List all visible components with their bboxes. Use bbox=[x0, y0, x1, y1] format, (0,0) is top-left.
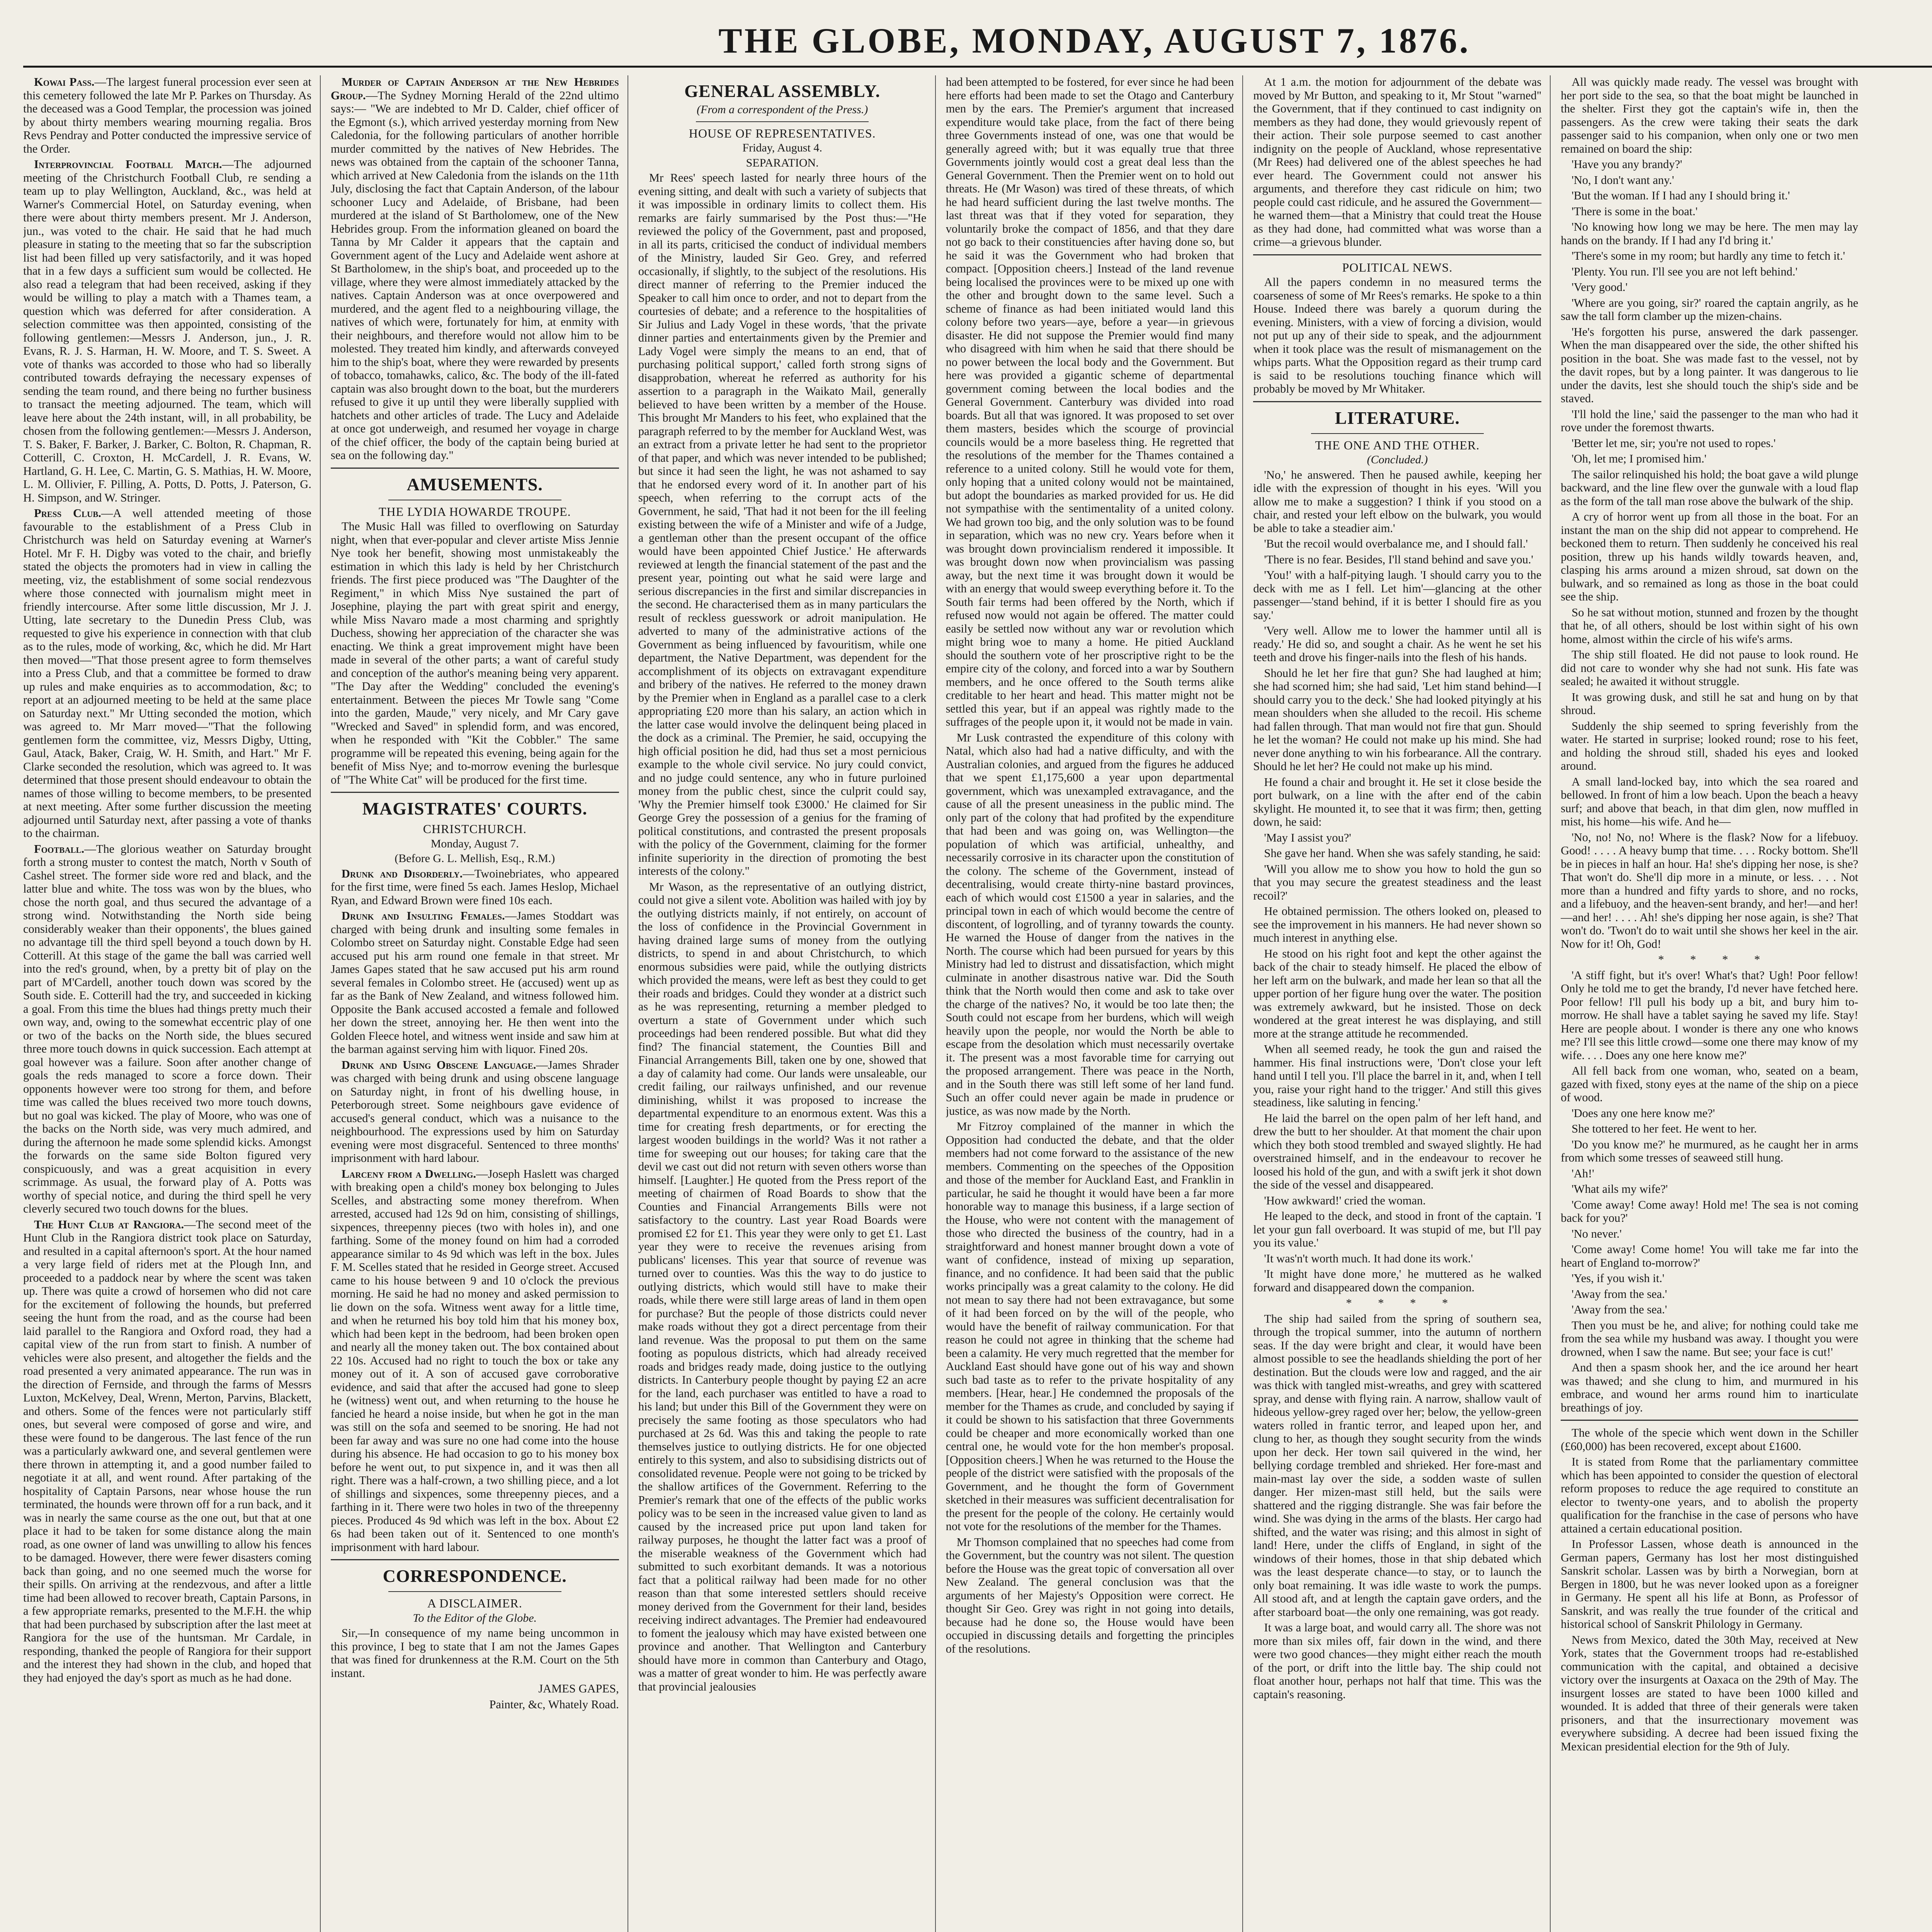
section-break-stars: * * * * bbox=[1658, 953, 1772, 966]
football-article bbox=[23, 842, 311, 1216]
story-paragraph: He obtained permission. The others looked on, pleased to see the improvement in his manners. He had never shown so much interest in anything else. bbox=[1253, 905, 1542, 944]
assembly-paragraph: Mr Lusk contrasted the expenditure of this colony with Natal, which also had had a native difficulty, and with the Australian colonies, and argued from the figures he adduced that we spent £1,175,600 a year upon departmental government, which was unexampled extravagance, and the cause of all the present uneasiness in the public mind. The only part of the colony that had profited by the expenditure that had been and was going on, was Wellington—the population of which was artificial, unhealthy, and necessarily corrosive in its character upon the constitution of the colony. The scheme of the Government, instead of decentralising, would create thirty-nine bastard provinces, each of which would cost £1500 a year in salaries, and the principal town in each of which would become the centre of discontent, of logrolling, and of tyranny towards the county. He warned the House of danger from the natives in the North. The course which had been pursued for years by this Ministry had led to distrust and dissatisfaction, which might culminate in another disastrous native war. Did the South think that the North would then come and ask to take over the charge of the natives? No, it would be too late then; the South could not escape from her burdens, which will weigh heavily upon the people, nor would the North be able to escape from the desolation which must necessarily overtake it. The present was a most favorable time for carrying out the proposed arrangement. There was peace in the North, and in the South there was still left some of her land fund. Such an offer could never again be made in prudence or justice, as was now made by the North. bbox=[946, 731, 1234, 1117]
story-paragraph: Should he let her fire that gun? She had laughed at him; she had scorned him; she had said, 'Let him stand behind—I should carry you to the deck.' She had looked pityingly at his mean shoulders when she alluded to the recoil. His scheme had fallen through. That man would not fire that gun. Should he let the woman? He could not make up his mind. She had never done anything to win his forbearance. All the contrary. Should he let her? He could not make up his mind. bbox=[1253, 666, 1542, 773]
column-5 bbox=[1253, 75, 1551, 1932]
hunt-club-body: —The second meet of the Hunt Club in the Rangiora district took place on Saturday, and resulted in a capital afternoon's sport. At the hour named a very large field of riders met at the Plough Inn, and proceeded to a paddock near by where the scent was taken up. There was quite a crowd of horsemen who did not care for the excitement of following the hounds, but preferred seeing the hunt from the road, and as the course had been laid parallel to the Rangiora and Oxford road, they had a capital view of the run from start to finish. A number of vehicles were also present, and altogether the fields and the road presented a very animated appearance. The run was in the direction of Fernside, and through the farms of Messrs Luxton, McKelvey, Deal, Wrenn, Merton, Parvins, Blackett, and others. Some of the fences were not particularly stiff ones, but several were composed of gorse and wire, and these were found to be dangerous. The last fence of the run was a particularly awkward one, and several gentlemen were there thrown in attempting it, and a good number failed to negotiate it at all, and went round. After partaking of the hospitality of Captain Parsons, near whose house the run terminated, the hounds were thrown off for a run back, and it was in nearly the same course as the one out, but that at one place it had to be taken for some distance along the main road, as one owner of land was unwilling to allow his fences to be damaged. However, there were fewer disasters coming back than going, and no one seemed much the worse for their spills. On arriving at the rendezvous, and after a little time had been allowed to recover breath, Captain Parsons, in a few appropriate remarks, presented to the M.F.H. the whip that had been purchased by subscription after the last meet at Rangiora for the use of the huntsman. Mr Cardale, in responding, thanked the people of Rangiora for their support and the interest they had shown in the club, and hoped that they had enjoyed the day's sport as much as he had done. bbox=[23, 1218, 311, 1684]
story-paragraph: It was a large boat, and would carry all. The shore was not more than six miles off, fair down in the wind, and there were two good chances—they might either reach the mouth of the port, or drift into the little bay. The ship could not float another hour, perhaps not half that time. This was the captain's reasoning. bbox=[1253, 1621, 1542, 1701]
column-3 bbox=[638, 75, 936, 1932]
section-divider bbox=[331, 468, 619, 469]
news-item: It is stated from Rome that the parliamentary committee which has been appointed to consider the question of electoral reform proposes to reduce the age required to constitute an elector to twenty-one years, and to abolish the property qualification for the franchise in the case of persons who have attained a certain educational position. bbox=[1561, 1455, 1859, 1535]
heading-rule bbox=[696, 121, 869, 122]
columns bbox=[23, 75, 1932, 1932]
story-paragraph: 'There's some in my room; but hardly any time to fetch it.' bbox=[1571, 249, 1845, 262]
story-paragraph: 'Yes, if you wish it.' bbox=[1571, 1272, 1665, 1285]
story-paragraph: 'Plenty. You run. I'll see you are not left behind.' bbox=[1571, 265, 1798, 278]
story-paragraph: 'No, no! No, no! Where is the flask? Now for a lifebuoy. Good! . . . . A heavy bump that time. . . . Rocky bottom. She'll be in pieces in half an hour. Ha! she's dipping her nose, is she? That won't do. She'll dip more in a minute, or less. . . . Not more than a hundred and fifty yards to shore, and no rocks, and a lifebuoy, and the heaven-sent brandy, and her!—and her!—and her! . . . . Ah! she's dipping her nose again, is she? That won't do. 'Twon't do to wait until she shows her keel in the air. Now for it! Oh, God! bbox=[1561, 830, 1859, 951]
larceny-heading: Larceny from a Dwelling. bbox=[341, 1167, 476, 1180]
story-paragraph: 'No never.' bbox=[1571, 1227, 1622, 1240]
news-item: News from Mexico, dated the 30th May, received at New York, states that the Government troops had re-established communication with the capital, and obtained a decisive victory over the insurgents at Oaxaca on the 29th of May. The insurgent losses are stated to have been 1000 killed and wounded. It is added that three of their generals were taken prisoners, and that the insurrectionary movement was everywhere subsiding. A decree had been issued fixing the Mexican presidential election for the 9th of July. bbox=[1561, 1633, 1859, 1753]
literature-heading: LITERATURE. bbox=[1335, 408, 1460, 428]
story-paragraph: 'Better let me, sir; you're not used to ropes.' bbox=[1571, 436, 1776, 450]
football-heading: Football. bbox=[34, 842, 85, 855]
magistrates-heading: MAGISTRATES' COURTS. bbox=[362, 799, 587, 818]
story-paragraph: 'Very well. Allow me to lower the hammer until all is ready.' He did so, and sought a chair. As he went he set his teeth and drove his finger-nails into the flesh of his hands. bbox=[1253, 624, 1542, 664]
troupe-body: The Music Hall was filled to overflowing on Saturday night, when that ever-popular and clever artiste Miss Jennie Nye took her benefit, showing most unmistakeably the estimation in which this lady is held by her Christchurch friends. The first piece produced was "The Daughter of the Regiment," in which Miss Nye sustained the part of Josephine, playing the part with great spirit and energy, while Miss Navaro made a most charming and sprightly Duchess, showing her appreciation of the character she was enacting. We think a great improvement might have been made in several of the other parts; a want of careful study and conception of the author's meaning being very apparent. "The Day after the Wedding" concluded the evening's entertainment. Between the pieces Mr Towle sang "Come into the garden, Maude," very nicely, and Mr Cary gave "Wrecked and Saved" in splendid form, and was encored, when he responded with "Kit the Cobbler." The same programme will be repeated this evening, being again for the benefit of Miss Nye; and to-morrow evening the burlesque of "The White Cat" will be produced for the first time. bbox=[330, 520, 619, 786]
story-paragraph: She tottered to her feet. He went to her. bbox=[1571, 1122, 1757, 1135]
insulting-heading: Drunk and Insulting Females. bbox=[341, 909, 505, 922]
story-paragraph: 'May I assist you?' bbox=[1264, 831, 1351, 844]
story-paragraph: So he sat without motion, stunned and frozen by the thought that he, of all others, should be lost within sight of his own home, almost within the circle of his wife's arms. bbox=[1561, 605, 1859, 646]
story-paragraph: A cry of horror went up from all those in the boat. For an instant the man on the ship did not appear to comprehend. He beckoned them to return. Then suddenly he conceived his real position, threw up his hands wildly towards heaven, and, clasping his arms around a mizen shroud, sat down on the bulwark, and so remained as long as those in the boat could see the ship. bbox=[1561, 510, 1859, 603]
interprovincial-football-article bbox=[23, 158, 311, 504]
hunt-club-article bbox=[23, 1218, 311, 1685]
press-club-body: —A well attended meeting of those favourable to the establishment of a Press Club in Christchurch was held on Saturday evening at Warner's Hotel. Mr F. H. Digby was voted to the chair, and briefly stated the objects the promoters had in view in calling the meeting, viz, the establishment of some social rendezvous where those connected with journalism might meet in friendly intercourse. After some little discussion, Mr J. J. Utting, late secretary to the Dunedin Press Club, was requested to give his experience in connection with that club as to the rules, mode of working, &c, which he did. Mr Hart then moved—"That those present agree to form themselves into a Press Club, and that a committee be formed to draw up rules and make enquiries as to accommodation, &c; to report at an adjourned meeting to be held at the same place on Saturday next." Mr Utting seconded the motion, which was agreed to. Mr Marr moved—"That the following gentlemen form the committee, viz, Messrs Digby, Utting, Gaul, Atack, Baker, Craig, W. H. Smith, and Hart." Mr F. Clarke seconded the resolution, which was agreed to. It was determined that those present should endeavour to obtain the names of those willing to become members, to be presented at next meeting. After some further discussion the meeting adjourned until Saturday next, after passing a vote of thanks to the chairman. bbox=[23, 507, 311, 840]
story-paragraph: 'It might have done more,' he muttered as he walked forward and disappeared down the companion. bbox=[1253, 1267, 1542, 1294]
assembly-paragraph: Mr Wason, as the representative of an outlying district, could not give a silent vote. Abolition was hailed with joy by the outlying districts mainly, if not entirely, on account of the loss of confidence in the Provincial Government in having drained large sums of money from the outlying districts, to spend in and about Christchurch, to which enormous subsidies were paid, while the outlying districts which provided the means, were left as best they could to get their roads and bridges. Could they wonder at a district such as he was representing, returning a member pledged to overturn a state of Government under which such proceedings had been rendered possible. But what did they find? The financial statement, the Counties Bill and Financial Arrangements Bill, taken one by one, showed that a day of calamity had come. Our lands were unsaleable, our credit failing, our railways unfinished, and our revenue diminishing, whilst it was proposed to increase the departmental expenditure to an enormous extent. Was this a time for creating fresh departments, or for erecting the largest wooden buildings in the world? Was it not rather a time for sweeping out our houses; for taking care that the devil we cast out did not return with seven others worse than himself. [Laughter.] He quoted from the Press report of the meeting of chairmen of Road Boards to show that the Counties and Financial Arrangements Bills were not satisfactory to the country. Last year Road Boards were promised £2 for £1. This year they were only to get £1. Last year they were to receive the revenues arising from publicans' licenses. This year that source of revenue was turned over to counties. Was this the way to do justice to outlying districts, which would still have to make their roads, while there were still large areas of land in them open for purchase? But the people of those districts could never make roads without they got a direct percentage from their land revenue. Was the proposal to put them on the same footing as populous districts, which had already received roads and bridges ready made, doing justice to the outlying districts. In Canterbury people thought by paying £2 an acre for the land, each purchaser was entitled to have a road to his land; but under this Bill of the Government they were on precisely the same footing as those speculators who had purchased at 2s 6d. Was this and taking the people to rate themselves justice to outlying districts. He for one objected entirely to this system, and also to subsidising districts out of consolidated revenue. People were not going to be tricked by the shallow artifices of the Government. Referring to the Premier's remark that one of the effects of the public works policy was to be seen in the increased value given to land as caused by the increased price put upon land taken for railway purposes, he thought the latter fact was a proof of the miserable weakness of the Government which had submitted to such exorbitant demands. It was a notorious fact that a political railway had been made for no other reason than that some interested settlers should receive money derived from the Government for their land, besides receiving indirect advantages. The Premier had endeavoured to foment the jealousy which may have existed between one province and another. That Wellington and Canterbury should have more in common than Canterbury and Otago, was a matter of great wonder to him. He was perfectly aware that provincial jealousies bbox=[638, 880, 927, 1693]
murder-heading: Murder of Captain Anderson at the New Hebrides Group. bbox=[330, 75, 619, 102]
kowai-pass-body: —The largest funeral procession ever seen at this cemetery followed the late Mr P. Parkes on Thursday. As the deceased was a Good Templar, the procession was joined by about thirty members wearing mourning regalia. Bros Revs Pendray and Potter conducted the impressive service of the Order. bbox=[23, 75, 311, 155]
story-paragraph: A small land-locked bay, into which the sea roared and bellowed. In front of him a low beach. Upon the beach a heavy surf; and above that beach, in that dim glen, now muffled in mist, his home—his wife. And he— bbox=[1561, 775, 1859, 828]
story-paragraph: 'Ah!' bbox=[1571, 1167, 1594, 1180]
troupe-heading: THE LYDIA HOWARDE TROUPE. bbox=[378, 504, 571, 519]
obscene-body: —James Shrader was charged with being drunk and using obscene language on Saturday night, in front of his dwelling house, in Peterborough street. Some neighbours gave evidence of accused's general conduct, which was a nuisance to the neighbourhood. The expressions used by him on Saturday evening were most disgraceful. Sentenced to three months' imprisonment with hard labour. bbox=[330, 1058, 619, 1165]
disclaimer-body: Sir,—In consequence of my name being uncommon in this province, I beg to state that I am not the James Gapes that was fined for drunkenness at the R.M. Court on the 5th instant. bbox=[330, 1626, 619, 1680]
insulting-article bbox=[331, 909, 619, 1056]
press-club-article bbox=[23, 507, 311, 840]
section-divider bbox=[1253, 254, 1541, 255]
story-paragraph: She gave her hand. When she was safely standing, he said: bbox=[1264, 847, 1541, 860]
story-paragraph: 'Very good.' bbox=[1571, 281, 1628, 294]
story-paragraph: 'Have you any brandy?' bbox=[1571, 158, 1682, 171]
assembly-paragraph: had been attempted to be fostered, for ever since he had been here efforts had been made to set the Otago and Canterbury men by the ears. The Premier's argument that increased expenditure would take place, from the fact of there being three Governments instead of one, was one that would be generally agreed with; but it was equally true that three Governments jointly would cost a great deal less than the General Government. Then the Premier went on to hold out threats. He (Mr Wason) was tired of these threats, of which he had heard sufficient during the last twelve months. The last threat was that if they voted for separation, they voluntarily broke the compact of 1856, and that they dare not go back to their constituencies after having done so, but he said it was the Government who had broken that compact. [Opposition cheers.] Instead of the land revenue being localised the provinces were to be mixed up one with the other and brought down to the same level. Such a scheme of finance as had been initiated would land this colony before two years—aye, before a year—in grievous disaster. He did not suppose the Premier would find many who disagreed with him when he said that there should be no power between the local body and the Government. But here was provided a gigantic scheme of departmental government coming between the local bodies and the General Government. Canterbury was divided into road boards. But all that was ignored. It was proposed to set over them masters, besides which the scourge of provincial councils would be a more baseless thing. He regretted that the resolutions of the member for the Thames contained a reference to a united colony. Still he would vote for them, only hoping that a united colony would not be maintained, but adopt the boundaries as marked provided for us. He did not sympathise with the sentimentality of a united colony. We had grown too big, and the only solution was to be found in separation, which was no new cry. Years before when it was brought down provincialism rendered it impossible. It was brought down now when provincialism was passing away, but the next time it was brought down it would be with an energy that would sweep everything before it. To the South fair terms had been offered by the North, which if refused now would not again be offered. The matter could easily be settled now without any war or revolution which might bring woe to many a home. He pitied Auckland should the southern vote of her proscriptive right to be the empire city of the colony, and forced into a war by Southern members, and he once offered to the South terms alike creditable to her heart and head. This matter might not be settled this year, but if an appeal was rightly made to the suffrages of the people upon it, it would not be made in vain. bbox=[946, 75, 1234, 728]
football-body: —The glorious weather on Saturday brought forth a strong muster to contest the match, North v South of Cashel street. The former side wore red and black, and the latter blue and white. The toss was won by the blues, who chose the north goal, and thus secured the advantage of a strong wind. Notwithstanding the North side being considerably weaker than their opponents', the blues gained no advantage till the third spell beyond a touch down by H. Cotterill. At this stage of the game the ball was carried well into the red's ground, when, by a pretty bit of play on the part of M'Cardell, another touch down was scored by the South side. E. Cotterill had the try, and succeeded in kicking a goal. From this time the blues had things pretty much their own way, and, owing to the somewhat eccentric play of one or two of the backs on the North side, the blues secured three more touch downs in quick succession. Each attempt at goal however was a failure. Soon after another change of goals the reds managed to score a force down. Their opponents however were too strong for them, and before time was called the blues received two more touch downs, but no goal was kicked. The play of Moore, who was one of the backs on the North side, was very much admired, and during the afternoon he made some splendid kicks. Amongst the forwards on the same side Bolton figured very conspicuously, and was a great acquisition in every scrimmage. As usual, the forward play of A. Potts was worthy of special notice, and during the third spell he very cleverly secured two touch downs for the blues. bbox=[23, 842, 311, 1215]
court-date: Monday, August 7. bbox=[430, 837, 519, 850]
section-divider bbox=[1561, 1420, 1858, 1421]
story-paragraph: 'You!' with a half-pitying laugh. 'I should carry you to the deck with me as I fell. Let him'—glancing at the other passenger—'stand behind, if it is better I should fire as you say.' bbox=[1253, 568, 1542, 622]
story-paragraph: He stood on his right foot and kept the other against the back of the chair to steady himself. He placed the elbow of her left arm on the bulwark, and made her lean so that all the upper portion of her figure hung over the water. The position was extremely awkward, but he insisted. Those on deck wondered at the great interest he was displaying, and still more at the strange attitude he recommended. bbox=[1253, 947, 1542, 1040]
story-paragraph: 'No,' he answered. Then he paused awhile, keeping her idle with the expression of thought in his eyes. 'Will you allow me to make a suggestion? I think if you stood on a chair, and rested your left elbow on the bulwark, you would be able to take a steadier aim.' bbox=[1253, 468, 1542, 535]
murder-source: —The Sydney Morning Herald of the 22nd ultimo says:— bbox=[330, 88, 619, 115]
story-paragraph: 'No knowing how long we may be here. The men may lay hands on the brandy. If I had any I'd bring it.' bbox=[1561, 220, 1859, 247]
story-paragraph: 'Away from the sea.' bbox=[1571, 1303, 1667, 1316]
story-paragraph: It was growing dusk, and still he sat and hung on by that shroud. bbox=[1561, 690, 1859, 717]
drunk-heading: Drunk and Disorderly. bbox=[341, 867, 463, 880]
masthead: THE GLOBE, MONDAY, AUGUST 7, 1876. bbox=[23, 15, 1932, 68]
section-break-stars: * * * * bbox=[1346, 1296, 1460, 1310]
story-paragraph: He found a chair and brought it. He set it close beside the port bulwark, on a line with the after end of the cabin skylight. He mounted it, to see that it was firm; then, getting down, he said: bbox=[1253, 775, 1542, 828]
section-divider bbox=[1253, 401, 1541, 402]
house-heading: HOUSE OF REPRESENTATIVES. bbox=[689, 126, 876, 140]
story-paragraph: 'How awkward!' cried the woman. bbox=[1264, 1194, 1426, 1207]
heading-rule bbox=[388, 1591, 561, 1592]
section-divider bbox=[331, 1559, 619, 1560]
general-assembly-heading: GENERAL ASSEMBLY. bbox=[684, 81, 881, 101]
story-paragraph: 'What ails my wife?' bbox=[1571, 1182, 1668, 1196]
interprovincial-football-heading: Interprovincial Football Match. bbox=[34, 158, 222, 171]
house-topic: SEPARATION. bbox=[746, 156, 819, 169]
disclaimer-heading: A DISCLAIMER. bbox=[427, 1596, 522, 1610]
story-paragraph: 'But the woman. If I had any I should bring it.' bbox=[1571, 189, 1790, 202]
political-news-heading: POLITICAL NEWS. bbox=[1342, 260, 1453, 274]
story-paragraph: Suddenly the ship seemed to spring feverishly from the water. He started in surprise; looked round; rose to his feet, and holding the shroud still, shaded his eyes and looked around. bbox=[1561, 719, 1859, 772]
larceny-body: —Joseph Haslett was charged with breaking open a child's money box belonging to Jules Scelles, and abstracting some money therefrom. When arrested, accused had 12s 9d on him, consisting of shillings, sixpences, threepenny pieces (two with holes in), and one farthing. Some of the money found on him had a corroded appearance similar to 4s 9d which was left in the box. Jules F. M. Scelles stated that he resided in George street. Accused came to his house between 9 and 10 o'clock the previous morning. He said he had no money and asked permission to lie down on the sofa. Witness went away for a little time, and when he returned his boy told him that his money box, which had been kept in the bedroom, had been broken open and nearly all the money taken out. The box contained about 22 10s. Accused had no right to touch the box or take any money out of it. A son of accused gave corroborative evidence, and said that after the accused had gone to sleep he (witness) went out, and when returning to the house he fancied he heard a noise inside, but when he got in the man was still on the sofa and seemed to be snoring. He had not been far away and was sure no one had come into the house during his absence. He had occasion to go to his money box before he went out, to put sixpence in, and it was then all right. There was a half-crown, a two shilling piece, and a lot of shillings and sixpences, some threepenny pieces, and a farthing in it. There were two holes in two of the threepenny pieces. Produced 4s 9d which was left in the box. About £2 6s had been taken out of it. Sentenced to one month's imprisonment with hard labour. bbox=[330, 1167, 619, 1554]
story-paragraph: And then a spasm shook her, and the ice around her heart was thawed; and she clung to him, and murmured in his embrace, and wound her arms round him to inarticulate breathings of joy. bbox=[1561, 1361, 1859, 1414]
story-paragraph: 'I'll hold the line,' said the passenger to the man who had it rove under the foremost thwarts. bbox=[1561, 407, 1859, 434]
story-paragraph: All fell back from one woman, who, seated on a beam, gazed with fixed, stony eyes at the name of the ship on a piece of wood. bbox=[1561, 1064, 1859, 1104]
story-paragraph: 'It was'n't worth much. It had done its work.' bbox=[1264, 1252, 1473, 1265]
story-paragraph: 'A stiff fight, but it's over! What's that? Ugh! Poor fellow! Only he told me to get the brandy, I'd never have fetched here. Poor fellow! I'll pull his body up a bit, and bury him to-morrow. He shall have a tablet saying he saved my life. Stay! Here are people about. I wonder is there any one who knows me? I'll see this little crowd—some one there may know of my wife. . . . Does any one here know me?' bbox=[1561, 968, 1859, 1062]
kowai-pass-heading: Kowai Pass. bbox=[34, 75, 95, 88]
correspondence-heading: CORRESPONDENCE. bbox=[383, 1566, 567, 1586]
column-6 bbox=[1561, 75, 1858, 1932]
drunk-article bbox=[331, 867, 619, 907]
story-paragraph: 'Does any one here know me?' bbox=[1571, 1106, 1715, 1120]
political-news-body: All the papers condemn in no measured terms the coarseness of some of Mr Rees's remarks. He spoke to a thin House. Indeed there was barely a quorum during the evening. Ministers, with a view of forcing a division, would not put up any of their side to speak, and the adjournment when it took place was the result of mismanagement on the whips parts. What the Opposition regard as their trump card is said to be resolutions touching finance which will probably be moved by Mr Whitaker. bbox=[1253, 276, 1542, 395]
amusements-heading: AMUSEMENTS. bbox=[406, 474, 543, 494]
story-paragraph: 'Where are you going, sir?' roared the captain angrily, as he saw the tall form clamber up the mizen-chains. bbox=[1561, 296, 1859, 323]
story-paragraph: 'No, I don't want any.' bbox=[1571, 173, 1674, 187]
story-paragraph: He leaped to the deck, and stood in front of the captain. 'I let your gun fall overboard. It was stupid of me, but I'll pay you its value.' bbox=[1253, 1209, 1542, 1249]
heading-rule bbox=[1311, 433, 1484, 434]
story-paragraph: When all seemed ready, he took the gun and raised the hammer. His final instructions were, 'Don't close your left hand until I tell you. I'll place the barrel in it, and, when I tell you, raise your right hand to the trigger.' And still this gives steadiness, like saluting in fencing.' bbox=[1253, 1043, 1542, 1109]
story-paragraph: 'Away from the sea.' bbox=[1571, 1287, 1667, 1301]
column-4 bbox=[946, 75, 1243, 1932]
story-paragraph: 'He's forgotten his purse, answered the dark passenger. When the man disappeared over the side, the other shifted his position in the boat. She was made fast to the vessel, not by the davit ropes, but by a long painter. It was dangerous to lie under the davits, lest she should touch the ship's side and be staved. bbox=[1561, 325, 1859, 405]
court-bench: (Before G. L. Mellish, Esq., R.M.) bbox=[395, 852, 555, 865]
disclaimer-address: Painter, &c, Whately Road. bbox=[489, 1697, 619, 1711]
insulting-body: —James Stoddart was charged with being drunk and insulting some females in Colombo street on Saturday night. Constable Edge had seen accused put his arm round one female in that street. Mr James Gapes stated that he saw accused put his arm round several females in Colombo street. He (accused) went up as far as the Bank of New Zealand, and witness followed him. Opposite the Bank accused accosted a female and followed her down the street, annoying her. He then went into the Golden Fleece hotel, and witness went inside and saw him at the barman against serving him with liquor. Fined 20s. bbox=[330, 909, 619, 1056]
assembly-paragraph: Mr Thomson complained that no speeches had come from the Government, but the country was not silent. The question before the House was the great topic of conversation all over New Zealand. The general conclusion was that the arguments of her Majesty's Opposition were correct. He thought Sir Geo. Grey was right in not going into details, because had he done so, the House would have been occupied in discussing details and forgetting the principles of the resolutions. bbox=[946, 1535, 1234, 1655]
story-paragraph: 'Will you allow me to show you how to hold the gun so that you may secure the greatest steadiness and the least recoil?' bbox=[1253, 862, 1542, 902]
kowai-pass-article bbox=[23, 75, 311, 155]
murder-body: "We are indebted to Mr D. Calder, chief officer of the Egmont (s.), which arrived yesterday morning from New Caledonia, for the following particulars of another horrible murder committed by the natives of New Hebrides. The news was obtained from the captain of the schooner Tanna, which arrived at New Caledonia from the islands on the 11th July, disclosing the fact that Captain Anderson, of the labour schooner Lucy and Adelaide, of Brisbane, had been murdered at the island of St Bartholomew, one of the New Hebrides group. From the information gleaned on board the Tanna by Mr Calder it appears that the captain and Government agent of the Lucy and Adelaide went ashore at St Bartholomew, in the ship's boat, and proceeded up to the village, where they were almost immediately attacked by the natives. Captain Anderson was at once overpowered and murdered, and the agent fled to a neighbouring village, the natives of which were, fortunately for him, at enmity with their neighbours, and therefore would not allow him to be molested. They treated him kindly, and afterwards conveyed him to the ship's boat, where they were rewarded by presents of tobacco, tomahawks, calico, &c. The body of the ill-fated captain was also brought down to the boat, but the murderers refused to give it up until they were liberally supplied with hatchets and other articles of trade. The Lucy and Adelaide at once got underweigh, and resumed her voyage in charge of the chief officer, the body of the captain being buried at sea on the following day." bbox=[330, 102, 619, 462]
story-paragraph: 'There is some in the boat.' bbox=[1571, 204, 1698, 218]
house-date: Friday, August 4. bbox=[742, 141, 822, 154]
story-paragraph: Then you must be he, and alive; for nothing could take me from the sea while my husband was away. I thought you were drowned, when I saw the name. But see; your face is cut!' bbox=[1561, 1318, 1859, 1359]
larceny-article bbox=[331, 1167, 619, 1554]
assembly-paragraph: Mr Fitzroy complained of the manner in which the Opposition had conducted the debate, and that the older members had not come forward to the assistance of the new members. Commenting on the speeches of the Opposition and those of the member for Auckland East, and Franklin in particular, he said he thought it would have been a far more honorable way to manage this business, if a large section of the House, who were not content with the management of those who directed the business of the country, had in a straightforward and honest manner brought down a vote of want of confidence, instead of mixing up separation, finance, and no confidence. It had been said that the public works principally was a great calamity to the colony. He did not mean to say there had not been extravagance, but some of it had been forced on by the will of the people, who would have the benefit of railway communication. For that reason he could not agree in thinking that the scheme had been a calamity. He very much regretted that the member for Auckland East should have gone out of his way and shown such bad taste as to refer to the private hospitality of any members. [Hear, hear.] He condemned the proposals of the member for the Thames as crude, and concluded by saying if it could be shown to his satisfaction that three Governments could be cheaper and more economically worked than one central one, he would vote for the hon member's proposal. [Opposition cheers.] When he was returned to the House the people of the district were satisfied with the proposals of the Government, and he thought the form of Government sketched in their measures was sufficient decentralisation for the present for the people of the colony. He certainly would not vote for the resolutions of the member for the Thames. bbox=[946, 1120, 1234, 1533]
news-item: In Professor Lassen, whose death is announced in the German papers, Germany has lost her most distinguished Sanskrit scholar. Lassen was by birth a Norwegian, born at Bergen in 1800, but he was never looked upon as a foreigner in Germany. He spent all his life at Bonn, as Professor of Sanskrit, and was really the true founder of the critical and historical school of Sanskrit Philology in Germany. bbox=[1561, 1537, 1859, 1631]
story-paragraph: The ship still floated. He did not pause to look round. He did not care to wonder why she had not sunk. His fate was sealed; he awaited it without struggle. bbox=[1561, 648, 1859, 688]
interprovincial-football-body: —The adjourned meeting of the Christchurch Football Club, re sending a team up to play Wellington, Auckland, &c., was held at Warner's Commercial Hotel, on Saturday evening, when there were about thirty members present. Mr J. Anderson, jun., was voted to the chair. He said that he had much pleasure in stating to the meeting that so far the subscription list had been filled up very satisfactorily, and it was hoped that in a few days a sufficient sum would be collected. He also read a telegram that had been received, asking if they would be willing to play a match with a Thames team, a question which was deferred for after consideration. A selection committee was then appointed, consisting of the following gentlemen:—Messrs J. Anderson, jun., J. R. Evans, R. J. S. Harman, H. W. Moore, and T. S. Sweet. A vote of thanks was accorded to those who had so liberally contributed towards defraying the necessary expenses of sending the team round, and there being no further business to transact the meeting adjourned. The team, which will leave here about the 24th instant, will, in all probability, be chosen from the following gentlemen:—Messrs J. Anderson, T. S. Baker, F. Barker, J. Barker, C. Bolton, R. Chapman, R. Cotterill, C. Croxton, H. McCardell, J. R. Evans, W. Hartland, G. H. Lee, C. Martin, G. S. Mathias, H. W. Moore, L. M. Ollivier, F. Pilling, A. Potts, D. Potts, J. Paterson, G. H. Simpson, and W. Stringer. bbox=[23, 158, 311, 504]
story-paragraph: 'Oh, let me; I promised him.' bbox=[1571, 452, 1707, 465]
christchurch-heading: CHRISTCHURCH. bbox=[423, 822, 527, 836]
disclaimer-addressee: To the Editor of the Globe. bbox=[413, 1611, 537, 1624]
column-1 bbox=[23, 75, 321, 1932]
assembly-paragraph: Mr Rees' speech lasted for nearly three hours of the evening sitting, and dealt with such a variety of subjects that it was impossible in ordinary limits to collect them. His remarks are fairly summarised by the Post thus:—"He reviewed the policy of the Government, past and proposed, in all its parts, criticised the conduct of individual members of the Ministry, lauded Sir Geo. Grey, and referred occasionally, if slightly, to the subject of the resolutions. His direct manner of referring to the Premier induced the Speaker to call him once to order, and not to depart from the courtesies of debate; and a reference to the hospitalities of Sir Julius and Lady Vogel in these words, 'that the private dinner parties and entertainments given by the Premier and Lady Vogel were simply the means to an end, that of purchasing political support,' called forth strong signs of disapprobation, whereat he referred as authority for his assertion to a paragraph in the Waikato Mail, generally believed to have been written by a member of the House. This brought Mr Manders to his feet, who explained that the paragraph referred to by the member for Auckland West, was an extract from a private letter he had sent to the proprietor of that paper, and which was never intended to be published; but since it had seen the light, he was not ashamed to say that he endorsed every word of it. In another part of his speech, when referring to the corrupt acts of the Government, he said, 'That had it not been for the ill feeling existing between the wife of a Minister and wife of a Judge, a gentleman other than the present occupant of the office would have been appointed Chief Justice.' He afterwards reviewed at length the financial statement of the past and the present year, pointing out what he said were large and serious discrepancies in the first and similar discrepancies in the second. He characterised them as in many particulars the result of reckless guesswork or adroit manipulation. He adverted to many of the administrative actions of the Government as being influenced by favouritism, while one department, the Native Department, was dependent for the accomplishment of its objects on extravagant expenditure and bribery of the natives. He referred to the money drawn by the Premier when in England as a parallel case to a clerk appropriating £20 more than his salary, an action which in the latter case would involve the delinquent being placed in the dock as a criminal. The Premier, he said, occupying the high official position he did, had thus set a most pernicious example to the whole civil service. No jury could convict, and no judge could sentence, any who in future purloined money from the public chest, since the culprit could say, 'Why the Premier himself took £3000.' He claimed for Sir George Grey the possession of a genius for the framing of political constitutions, and contrasted the present proposals with the policy of the Government, claiming for the former infinite superiority in the direction of promoting the best interests of the colony." bbox=[638, 171, 927, 878]
general-assembly-source: (From a correspondent of the Press.) bbox=[697, 103, 868, 116]
press-club-heading: Press Club. bbox=[34, 507, 101, 520]
story-paragraph: All was quickly made ready. The vessel was brought with her port side to the sea, so that the boat might be launched in the shelter. First they got the captain's wife in, then the passengers. As the crew were taking their seats the dark passenger said to his companion, when only one or two men remained on board the ship: bbox=[1561, 75, 1859, 155]
disclaimer-signature: JAMES GAPES, bbox=[538, 1682, 619, 1695]
section-divider bbox=[331, 792, 619, 793]
story-paragraph: The ship had sailed from the spring of southern sea, through the tropical summer, into the autumn of northern seas. If the day were bright and clear, it would have been almost possible to see the headlands shielding the port of her destination. But the clouds were low and ragged, and the air was thick with tangled mist-wreaths, and grey with scattered spray, and dense with flying rain. A narrow, shallow vault of hideous yellow-grey raged over her; below, the yellow-green waters rolled in frantic terror, and leaped upon her, and clung to her, as though they sought security from the winds upon her deck. Her town sail quivered in the wind, her bellying cordage trembled and shrieked. Her fore-mast and main-mast lay over the side, a sodden waste of sullen danger. Her mizen-mast still held, but the sails were shattered and the rigging distrangle. She was fair before the wind. She was dying in the arms of the blasts. Her cargo had shifted, and the water was rising; and this almost in sight of land! Here, under the cliffs of England, in sight of the windows of their homes, those in that ship debated which was the least desperate chance—to stay, or to launch the only boat remaining. It was idle waste to work the pumps. All stood aft, and at length the captain gave orders, and the after starboard boat—the only one remaining, was got ready. bbox=[1253, 1312, 1542, 1619]
murder-article bbox=[331, 75, 619, 462]
story-paragraph: The sailor relinquished his hold; the boat gave a wild plunge backward, and the line flew over the gunwale with a loud flap as the form of the tall man rose above the bulwark of the ship. bbox=[1561, 468, 1859, 508]
story-paragraph: 'Do you know me?' he murmured, as he caught her in arms from which some tresses of seaweed still hung. bbox=[1561, 1138, 1859, 1164]
story-paragraph: 'Come away! Come away! Hold me! The sea is not coming back for you?' bbox=[1561, 1198, 1859, 1225]
column-2 bbox=[331, 75, 628, 1932]
drunk-body: —Twoinebriates, who appeared for the first time, were fined 5s each. James Heslop, Michael Ryan, and Edward Brown were fined 10s each. bbox=[330, 867, 619, 907]
obscene-heading: Drunk and Using Obscene Language. bbox=[341, 1058, 536, 1071]
hunt-club-heading: The Hunt Club at Rangiora. bbox=[34, 1218, 184, 1231]
story-paragraph: 'But the recoil would overbalance me, and I should fall.' bbox=[1264, 537, 1528, 550]
assembly-paragraph: At 1 a.m. the motion for adjournment of the debate was moved by Mr Button, and speaking to it, Mr Stout "warned" the Government, that if they continued to cast indignity on members as they had done, they would grievously repent of their action. Their sole purpose seemed to cast another indignity on the people of Auckland, whose representative (Mr Rees) had delivered one of the ablest speeches he had ever heard. The Government could not answer his arguments, and therefore they cast ridicule on him; two people could cast ridicule, and he assured the Government—he warned them—that a Ministry that could treat the House as they had done, had committed what was worse than a crime—a grievous blunder. bbox=[1253, 75, 1542, 248]
story-title: THE ONE AND THE OTHER. bbox=[1315, 438, 1480, 452]
story-subtitle: (Concluded.) bbox=[1367, 453, 1428, 466]
story-paragraph: 'Come away! Come home! You will take me far into the heart of England to-morrow?' bbox=[1561, 1243, 1859, 1269]
news-item: The whole of the specie which went down in the Schiller (£60,000) has been recovered, except about £1600. bbox=[1561, 1426, 1859, 1453]
story-paragraph: He laid the barrel on the open palm of her left hand, and drew the butt to her shoulder. At that moment the chair upon which they both stood trembled and swayed slightly. He had overstrained himself, and in the endeavour to recover he loosed his hold of the gun, and with a swift jerk it shot down the side of the vessel and disappeared. bbox=[1253, 1111, 1542, 1191]
story-paragraph: 'There is no fear. Besides, I'll stand behind and save you.' bbox=[1264, 553, 1534, 566]
obscene-article bbox=[331, 1058, 619, 1165]
